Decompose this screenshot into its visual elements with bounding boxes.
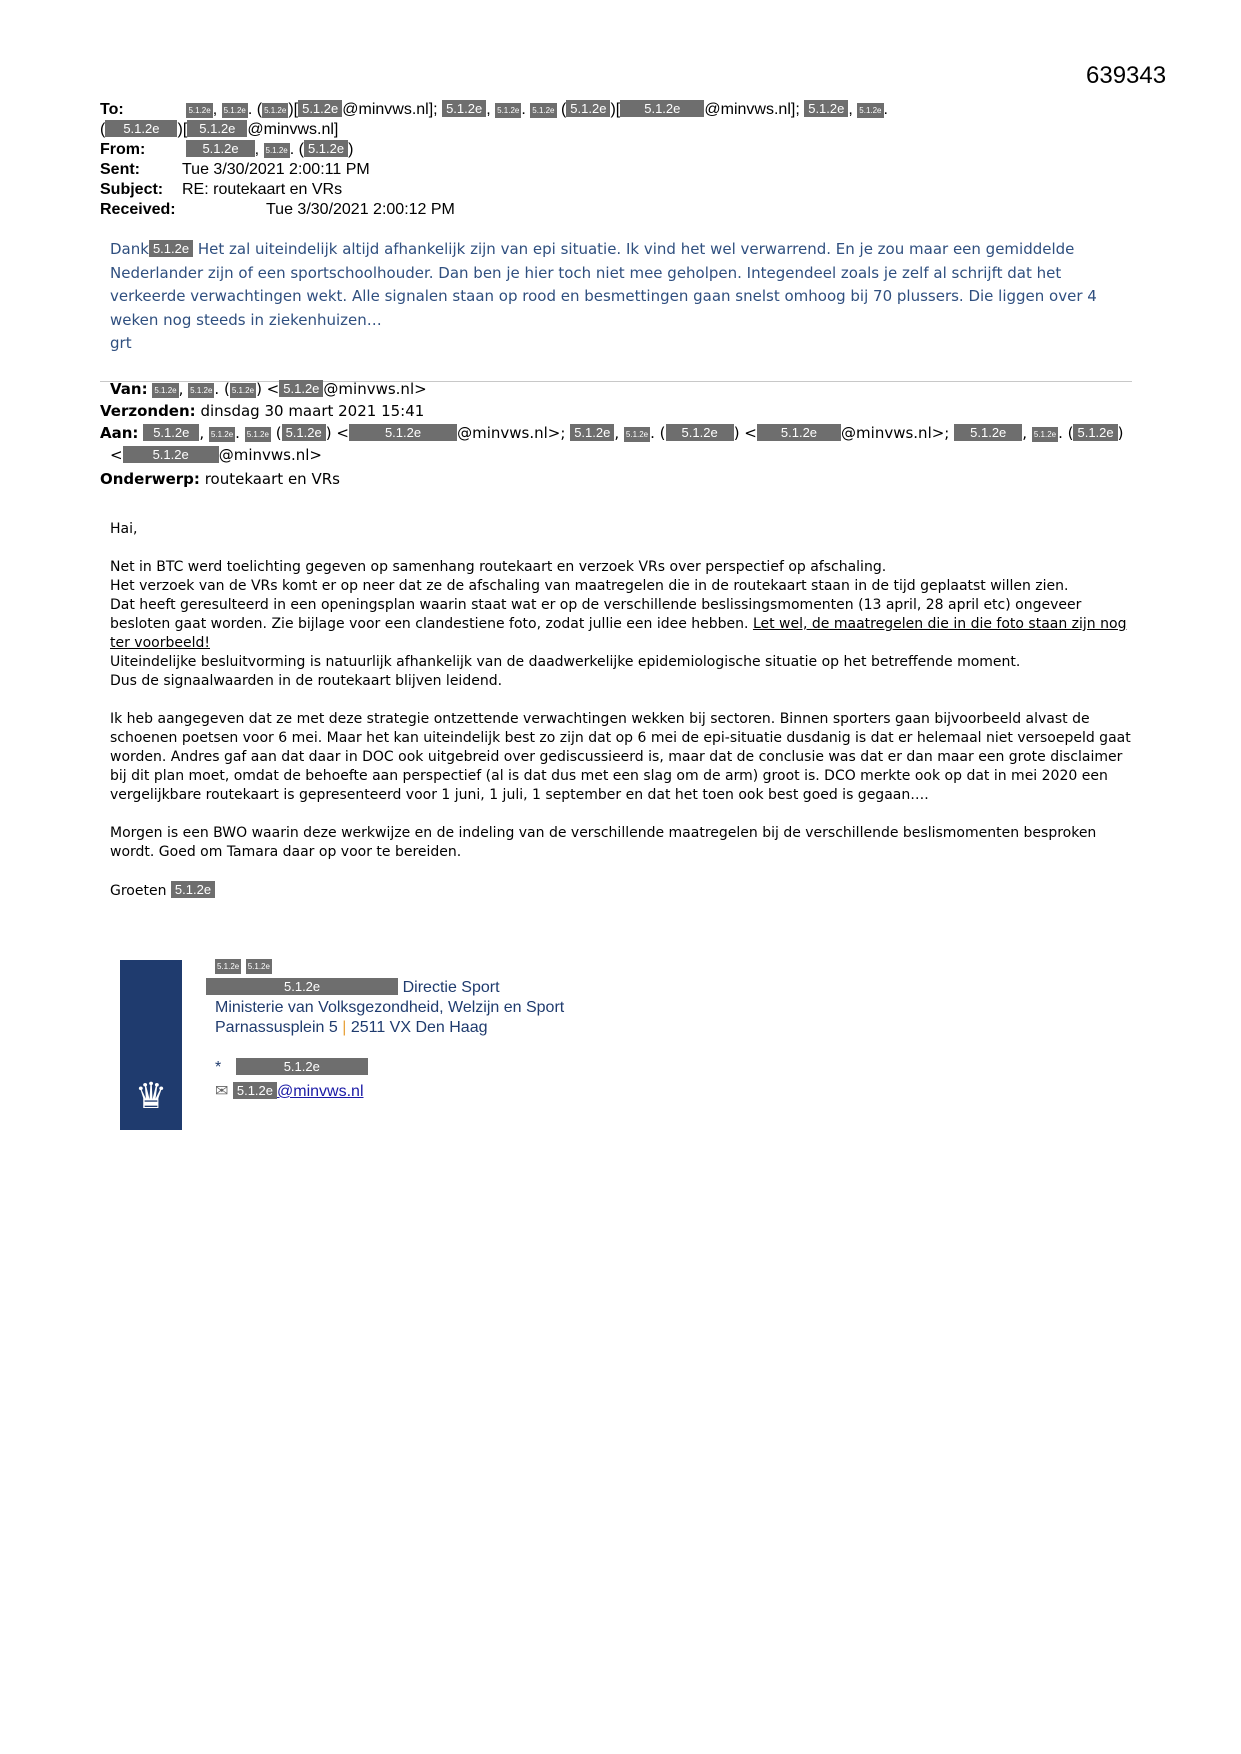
redaction: 5.1.2e [230,383,256,398]
redaction: 5.1.2e [298,100,342,117]
header-to-line: To: 5.1.2e , 5.1.2e . ( 5.1.2e )[ 5.1.2e @minvws.nl]; 5.1.2e , 5.1.2e . 5.1.2e ( 5.1.2e )[ 5.1.2e @minvws.nl]; 5.1.2e , 5.1.2e . [100,101,888,118]
redaction: 5.1.2e [222,103,248,118]
aan-address: @minvws.nl>; [841,424,950,442]
header-to-line-2: ( 5.1.2e )[ 5.1.2e @minvws.nl] [100,121,339,138]
body-line: Uiteindelijke besluitvorming is natuurlijk afhankelijk van de daadwerkelijke epidemiologische situatie op het betreffende moment. [110,654,1021,670]
body-line: Dus de signaalwaarden in de routekaart blijven leidend. [110,673,503,689]
sig-phone [215,1058,368,1078]
redaction: 5.1.2e [857,103,883,118]
van-address: @minvws.nl> [323,380,427,398]
orig-aan-line: Aan: 5.1.2e , 5.1.2e . 5.1.2e ( 5.1.2e ) < 5.1.2e @minvws.nl>; 5.1.2e , 5.1.2e . ( 5.1.2e ) < 5.1.2e @minvws.nl>; 5.1.2e , 5.1.2e . ( 5.1.2e ) [100,424,1124,442]
header-subject-line [100,180,342,200]
redaction: 5.1.2e [442,100,486,117]
redaction: 5.1.2e [570,424,614,441]
from-label: From: [100,141,146,158]
aan-label: Aan: [100,424,139,442]
redaction: 5.1.2e [804,100,848,117]
redaction: 5.1.2e [105,120,177,137]
envelope-icon: ✉ [215,1083,229,1100]
redaction: 5.1.2e [262,103,288,118]
redaction: 5.1.2e [206,978,398,995]
body-line: Net in BTC werd toelichting gegeven op samenhang routekaart en verzoek VRs over perspectief op afschaling. [110,559,887,575]
subject-label: Subject: [100,181,164,198]
received-label: Received: [100,201,176,218]
document-number: 639343 [1086,62,1167,89]
sig-department: Directie Sport [402,979,500,996]
redaction: 5.1.2e [349,424,457,441]
redaction: 5.1.2e [152,383,178,398]
redaction: 5.1.2e [171,881,215,898]
sig-street: Parnassusplein 5 [215,1019,338,1036]
sig-address [215,1018,488,1038]
sig-name [215,956,272,976]
redaction: 5.1.2e [279,380,323,397]
aan-address-last: @minvws.nl> [218,446,322,464]
sent-value: Tue 3/30/2021 2:00:11 PM [182,161,370,178]
redaction: 5.1.2e [236,1058,368,1075]
redaction: 5.1.2e [233,1082,277,1099]
header-from-line: From: 5.1.2e , 5.1.2e . ( 5.1.2e ) [100,141,354,158]
redaction: 5.1.2e [620,100,704,117]
redaction: 5.1.2e [245,427,271,442]
redaction: 5.1.2e [149,240,193,257]
redaction: 5.1.2e [143,424,199,441]
sig-department-line [206,978,500,998]
orig-verzonden-line [100,400,424,422]
message-body [110,520,1140,920]
redaction: 5.1.2e [624,427,650,442]
to-address: @minvws.nl] [247,121,339,138]
verzonden-label: Verzonden: [100,402,196,420]
reply-sign: grt [110,334,132,352]
redaction: 5.1.2e [215,959,241,974]
redaction: 5.1.2e [209,427,235,442]
sent-label: Sent: [100,161,140,178]
redaction: 5.1.2e [246,959,272,974]
aan-address: @minvws.nl>; [457,424,566,442]
redaction: 5.1.2e [954,424,1022,441]
onderwerp-label: Onderwerp: [100,470,200,488]
redaction: 5.1.2e [495,103,521,118]
sig-ministry: Ministerie van Volksgezondheid, Welzijn en Sport [215,999,565,1016]
greeting: Hai, [110,521,138,537]
paragraph-2: Ik heb aangegeven dat ze met deze strategie ontzettende verwachtingen wekken bij sectoren. Binnen sporters gaan bijvoorbeeld alvast de schoenen poetsen voor 6 mei. Maar het kan uiteindelijk best zo zijn dat op 6 mei de epi-situatie dusdanig is dat er helemaal niet versoepeld gaat worden. Andres gaf aan dat daar in DOC ook uitgebreid over gediscussieerd is, maar dat de conclusie was dat er dan maar een grote disclaimer bij dit plan moet, omdat de behoefte aan perspectief (al is dat dus met een slag om de arm) groot is. DCO merkte ook op dat in mei 2020 een vergelijkbare routekaart is gepresenteerd voor 1 juni, 1 juli, 1 september en dat het toen ook best goed is gegaan…. [110,711,1131,803]
redaction: 5.1.2e [282,424,326,441]
onderwerp-value: routekaart en VRs [204,470,340,488]
body-line: Het verzoek van de VRs komt er op neer dat ze de afschaling van maatregelen die in de routekaart staan in de tijd geplaatst willen zien. [110,578,1069,594]
orig-aan-line-2: < 5.1.2e @minvws.nl> [110,446,322,464]
redaction: 5.1.2e [530,103,556,118]
to-address: @minvws.nl]; [342,101,438,118]
sig-email [215,1082,364,1102]
redaction: 5.1.2e [187,120,247,137]
paragraph-1 [110,558,1140,691]
phone-icon: * [215,1059,222,1076]
to-address: @minvws.nl]; [704,101,800,118]
redaction: 5.1.2e [666,424,734,441]
reply-message [110,238,1130,356]
received-value: Tue 3/30/2021 2:00:12 PM [266,201,455,218]
redaction: 5.1.2e [264,143,290,158]
orig-van-line: Van: 5.1.2e , 5.1.2e . ( 5.1.2e ) < 5.1.2e @minvws.nl> [110,380,427,398]
paragraph-3: Morgen is een BWO waarin deze werkwijze en de indeling van de verschillende maatregelen bij de verschillende beslismomenten besproken wordt. Goed om Tamara daar op voor te bereiden. [110,825,1097,860]
closing [110,881,1140,901]
header-received-line [100,200,455,220]
van-label: Van: [110,380,148,398]
sig-city: 2511 VX Den Haag [350,1019,488,1036]
redaction: 5.1.2e [1032,427,1058,442]
redaction: 5.1.2e [304,140,348,157]
redaction: 5.1.2e [1073,424,1117,441]
redaction: 5.1.2e [188,383,214,398]
redaction: 5.1.2e [757,424,841,441]
redaction: 5.1.2e [186,140,254,157]
redaction: 5.1.2e [566,100,610,117]
rijksoverheid-crest-icon: ♛ [134,1075,168,1116]
closing-text: Groeten [110,883,167,899]
email-link[interactable]: @minvws.nl [277,1083,364,1100]
orig-onderwerp-line [100,468,340,490]
redaction: 5.1.2e [186,103,212,118]
reply-dank: Dank [110,240,149,258]
body-line: Dat heeft geresulteerd in een openingsplan waarin staat wat er op de verschillende beslissingsmomenten (13 april, 28 april etc) ongeveer besloten gaat worden. Zie bijlage voor een clandestiene foto, zodat jullie een idee hebben. [110,597,1082,632]
header-sent-line [100,160,370,180]
to-label: To: [100,101,124,118]
subject-value: RE: routekaart en VRs [182,181,343,198]
sig-separator: | [342,1019,347,1036]
redaction: 5.1.2e [123,446,219,463]
body-underline: Let wel, de maatregelen die in die foto staan zijn nog ter voorbeeld! [110,616,1127,651]
reply-text: Het zal uiteindelijk altijd afhankelijk zijn van epi situatie. Ik vind het wel verwarrend. En je zou maar een gemiddelde Nederlander zijn of een sportschoolhouder. Dan ben je hier toch niet mee geholpen. Integendeel zoals je zelf al schrijft dat het verkeerde verwachtingen wekt. Alle signalen staan op rood en besmettingen gaan snelst omhoog bij 70 plussers. Die liggen over 4 weken nog steeds in ziekenhuizen… [110,240,1097,329]
verzonden-value: dinsdag 30 maart 2021 15:41 [200,402,425,420]
